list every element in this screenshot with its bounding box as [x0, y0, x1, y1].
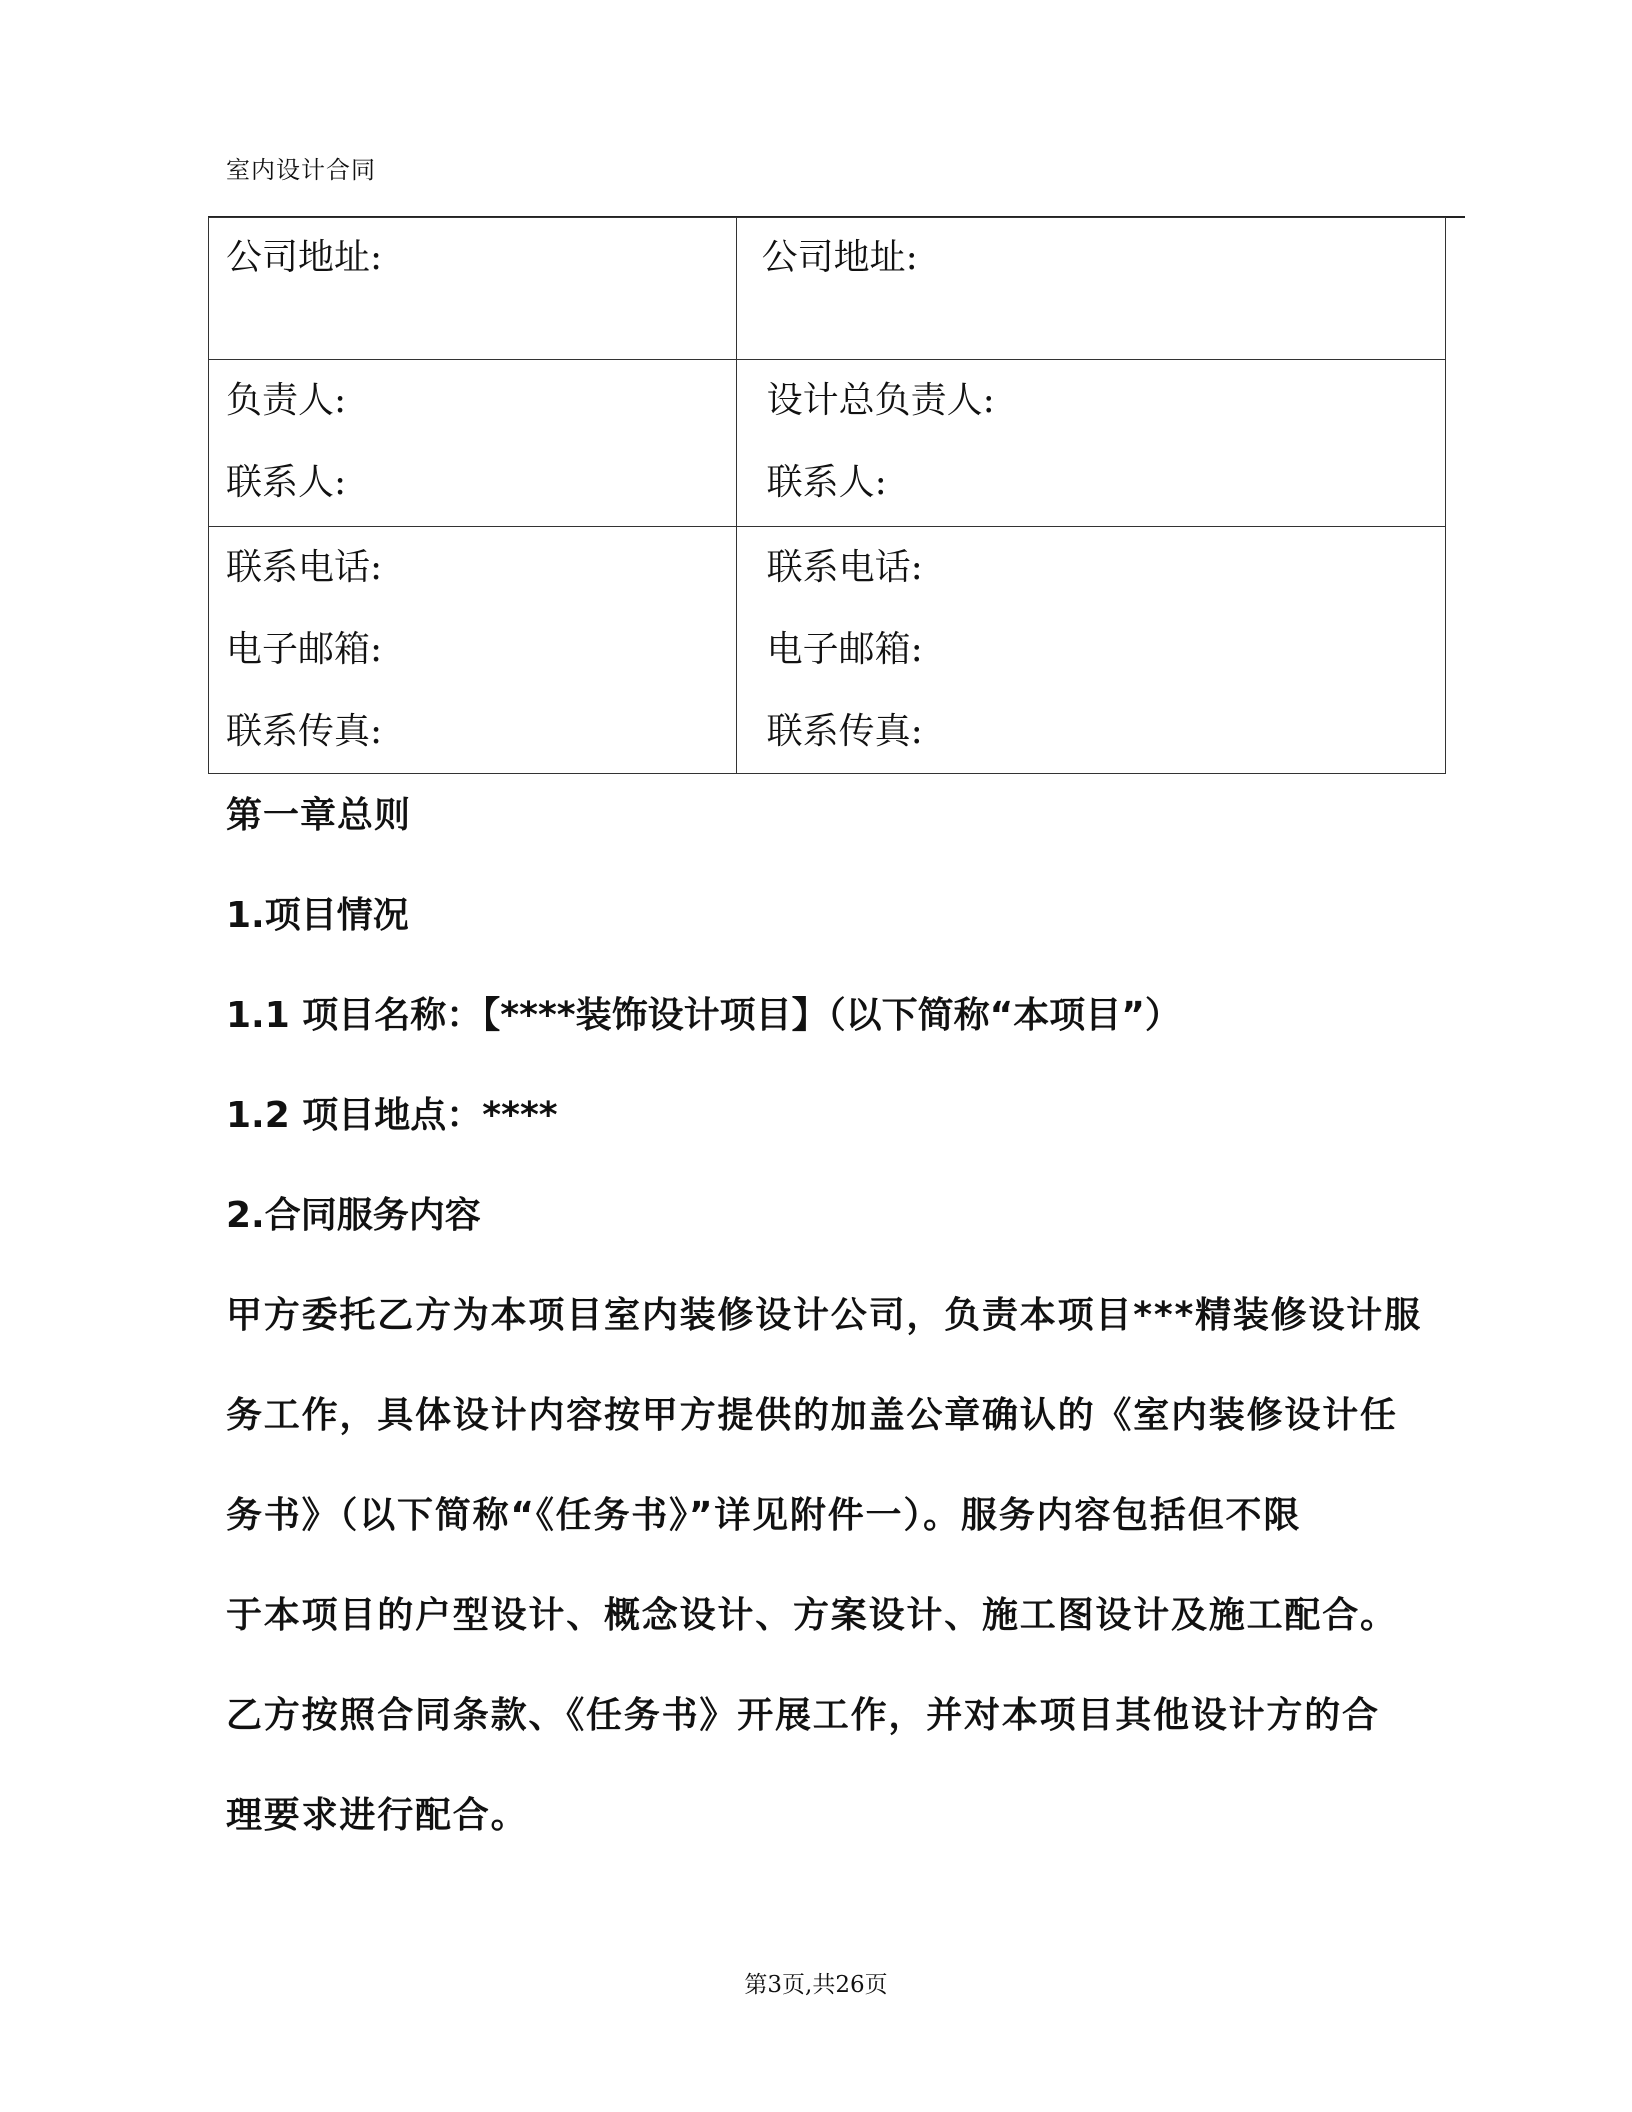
- party-a-address-cell: [209, 218, 737, 360]
- fax-label: 联系传真:: [766, 711, 923, 752]
- phone-label: 联系电话:: [766, 547, 923, 588]
- project-location-item: 1.2 项目地点：****: [226, 1095, 558, 1136]
- document-header-title: 室内设计合同: [226, 156, 376, 184]
- paragraph-line: 理要求进行配合。: [226, 1795, 529, 1836]
- company-address-label: 公司地址:: [761, 237, 918, 278]
- contact-info-table: [208, 217, 1446, 774]
- email-label: 电子邮箱:: [226, 629, 383, 670]
- party-b-person-cell: [736, 360, 1445, 527]
- paragraph-line: 乙方按照合同条款、《任务书》开展工作，并对本项目其他设计方的合: [226, 1695, 1380, 1736]
- paragraph-line: 务书》（以下简称“《任务书》”详见附件一）。服务内容包括但不限: [226, 1495, 1302, 1536]
- party-a-person-cell: [209, 360, 737, 527]
- project-name-item: 1.1 项目名称：【****装饰设计项目】（以下简称“本项目”）: [226, 995, 1181, 1036]
- company-address-label: 公司地址:: [226, 237, 383, 278]
- table-row: [209, 527, 1446, 774]
- contract-body: [226, 766, 1466, 1866]
- phone-label: 联系电话:: [226, 547, 383, 588]
- table-row: [209, 360, 1446, 527]
- paragraph-line: 于本项目的户型设计、概念设计、方案设计、施工图设计及施工配合。: [226, 1595, 1398, 1636]
- party-b-contact-cell: [736, 527, 1445, 774]
- paragraph-line: 甲方委托乙方为本项目室内装修设计公司，负责本项目***精装修设计服: [226, 1295, 1422, 1336]
- person-in-charge-label: 负责人:: [226, 380, 347, 421]
- party-a-contact-cell: [209, 527, 737, 774]
- contact-person-label: 联系人:: [226, 462, 347, 503]
- section-heading-services: 2.合同服务内容: [226, 1195, 481, 1236]
- page-number: 第3页,共26页: [744, 1972, 888, 1998]
- section-heading-project: 1.项目情况: [226, 895, 409, 936]
- fax-label: 联系传真:: [226, 711, 383, 752]
- table-row: [209, 218, 1446, 360]
- party-b-address-cell: [736, 218, 1445, 360]
- email-label: 电子邮箱:: [766, 629, 923, 670]
- contact-person-label: 联系人:: [766, 462, 887, 503]
- chief-designer-label: 设计总负责人:: [766, 380, 995, 421]
- chapter-title: 第一章总则: [226, 795, 412, 836]
- paragraph-line: 务工作，具体设计内容按甲方提供的加盖公章确认的《室内装修设计任: [226, 1395, 1398, 1436]
